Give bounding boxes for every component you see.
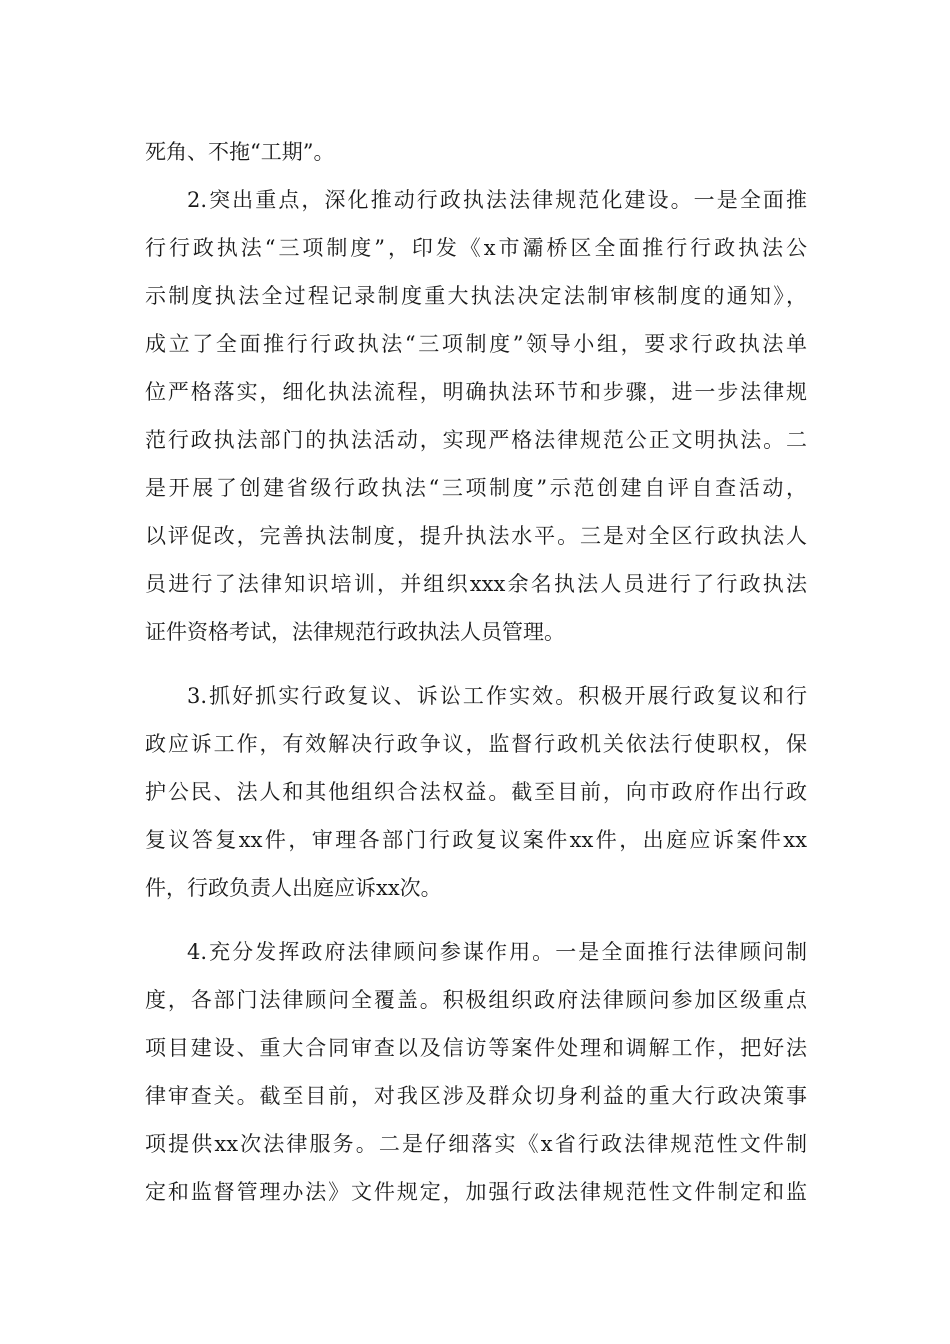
text-line: 范行政执法部门的执法活动，实现严格法律规范公正文明执法。二 [145,428,807,452]
text-line: 以评促改，完善执法制度，提升执法水平。三是对全区行政执法人 [145,524,807,548]
text-line: 示制度执法全过程记录制度重大执法决定法制审核制度的通知》， [145,284,807,308]
text-line: 死角、不拖“工期”。 [145,140,335,164]
paragraph-4-heading-line: 4.充分发挥政府法律顾问参谋作用。一是全面推行法律顾问制 [187,940,807,964]
text-line: 位严格落实，细化执法流程，明确执法环节和步骤，进一步法律规 [145,380,807,404]
paragraph-3-heading-line: 3.抓好抓实行政复议、诉讼工作实效。积极开展行政复议和行 [187,684,807,708]
text-line: 行行政执法“三项制度”，印发《x市灞桥区全面推行行政执法公 [145,236,807,260]
text-line: 件，行政负责人出庭应诉xx次。 [145,876,442,900]
text-line: 复议答复xx件，审理各部门行政复议案件xx件，出庭应诉案件xx [145,828,807,852]
text-line: 律审查关。截至目前，对我区涉及群众切身利益的重大行政决策事 [145,1084,807,1108]
paragraph-2-heading-line: 2.突出重点，深化推动行政执法法律规范化建设。一是全面推 [187,188,807,212]
text-line: 项目建设、重大合同审查以及信访等案件处理和调解工作，把好法 [145,1036,807,1060]
text-line: 项提供xx次法律服务。二是仔细落实《x省行政法律规范性文件制 [145,1132,807,1156]
text-line: 证件资格考试，法律规范行政执法人员管理。 [145,620,565,644]
text-line: 护公民、法人和其他组织合法权益。截至目前，向市政府作出行政 [145,780,807,804]
text-line: 度，各部门法律顾问全覆盖。积极组织政府法律顾问参加区级重点 [145,988,807,1012]
text-line: 是开展了创建省级行政执法“三项制度”示范创建自评自查活动， [145,476,807,500]
text-line: 成立了全面推行行政执法“三项制度”领导小组，要求行政执法单 [145,332,807,356]
text-line: 政应诉工作，有效解决行政争议，监督行政机关依法行使职权，保 [145,732,807,756]
text-line: 员进行了法律知识培训，并组织xxx余名执法人员进行了行政执法 [145,572,807,596]
text-line: 定和监督管理办法》文件规定，加强行政法律规范性文件制定和监 [145,1180,807,1204]
